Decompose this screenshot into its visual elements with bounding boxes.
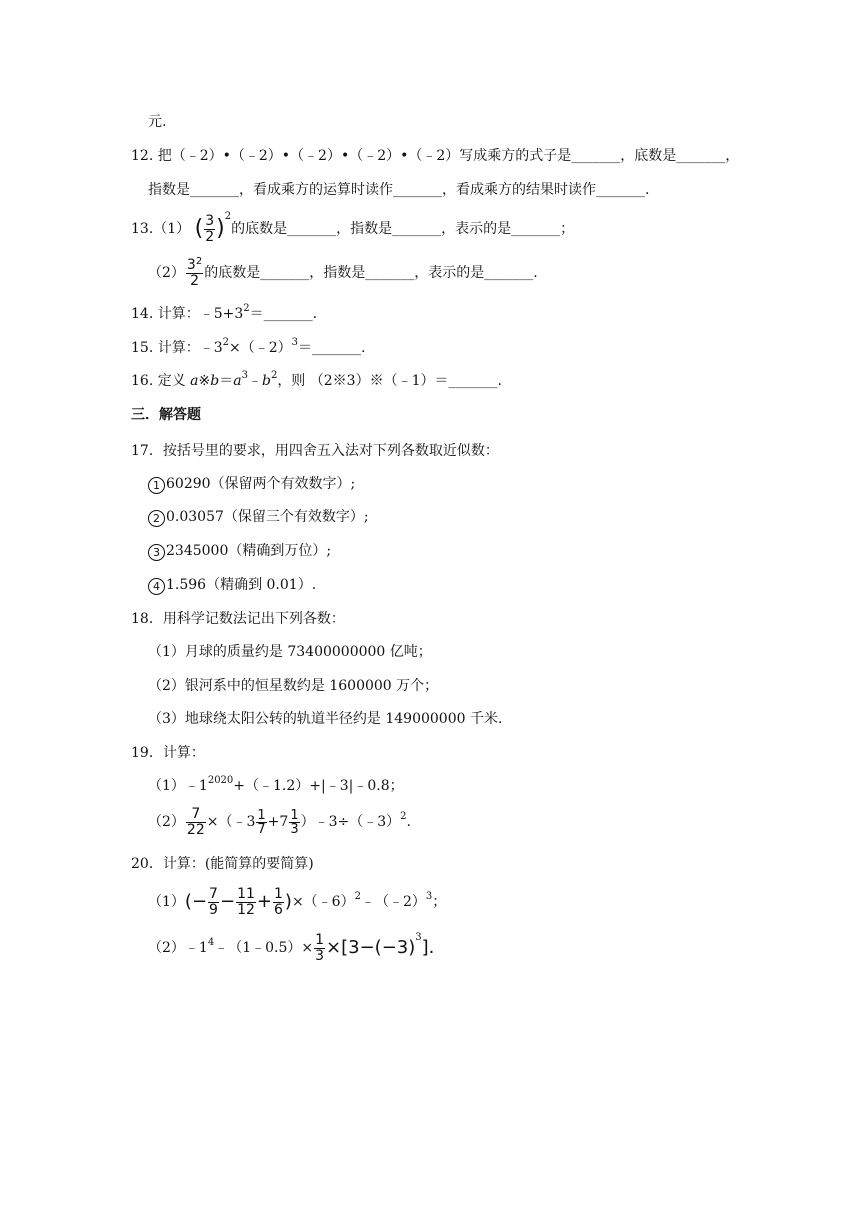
q15-exponent2: 3 (291, 337, 299, 348)
q16-minus: ﹣ (247, 373, 262, 389)
q20-p2-mid: ﹣（1﹣0.5）× (214, 940, 314, 956)
q19-fraction-2 (256, 809, 266, 836)
q20-part2 (148, 930, 434, 966)
q17-item-text: 1.596（精确到 0.01）. (166, 577, 317, 593)
q19-part2 (148, 804, 411, 840)
q20-p1-end: ； (432, 894, 447, 910)
q11-tail: 元. (148, 114, 167, 130)
q19-fraction-1 (186, 807, 206, 838)
q19-p2-mid: ×（﹣3 (206, 814, 256, 830)
q18-item-2: （2）银河系中的恒星数约是 1600000 万个； (148, 678, 439, 694)
q18-item-1: （1）月球的质量约是 73400000000 亿吨； (148, 644, 432, 660)
q14-answer-blank: ＝_______. (249, 306, 318, 322)
fraction-numerator: 1 (273, 885, 283, 902)
q20-p2-text: （2）﹣1 (148, 940, 208, 956)
q16-eq: ＝ (219, 373, 234, 389)
q13-p1-paren-close: ) (216, 216, 225, 241)
q20-p1-exponent: 2 (354, 891, 361, 902)
q17-item-1 (148, 474, 355, 494)
q15-text: 15. 计算：﹣3 (131, 340, 223, 356)
fraction-numerator: 1 (315, 931, 325, 948)
fraction-numerator: $3^2$ (186, 255, 203, 273)
q19-p2-end: . (406, 814, 411, 830)
fraction-denominator: 22 (186, 821, 205, 838)
fraction-denominator: 2 (205, 228, 215, 245)
q16-text: 16. 定义 (131, 373, 191, 389)
section-heading: 三．解答题 (131, 407, 201, 423)
q19-p1-text: （1）﹣1 (148, 778, 208, 794)
q15-exponent: 2 (222, 337, 229, 348)
q20-p2-exponent: 4 (207, 937, 215, 948)
q16-exp2: 2 (270, 370, 278, 381)
q13-p1-label: （1） (153, 221, 191, 237)
q19-part1 (148, 776, 404, 796)
q20-p1-exponent2: 3 (425, 891, 433, 902)
q16-var-a: a (190, 373, 199, 389)
circled-number-icon: 1 (148, 477, 165, 494)
q16-var-b2: b (261, 373, 271, 389)
q13-p2-fraction (186, 255, 203, 289)
fraction-numerator: 3 (205, 212, 215, 229)
q17-item-text: 0.03057（保留三个有效数字）; (166, 509, 369, 525)
q19-title: 19．计算： (131, 745, 205, 761)
fraction-numerator: 7 (209, 885, 218, 902)
q17-title: 17．按括号里的要求，用四舍五入法对下列各数取近似数： (131, 443, 499, 459)
q20-p1-paren-close: ) (284, 891, 292, 912)
q20-p2-exponent2: 3 (415, 932, 422, 943)
fraction-numerator: 1 (290, 807, 299, 823)
q19-p1-text-tail: +（﹣1.2）+|﹣3|﹣0.8； (233, 778, 404, 794)
q19-p2-exponent: 2 (400, 811, 407, 822)
q13-number: 13. (131, 221, 154, 237)
fraction-denominator: 6 (273, 901, 283, 918)
q15 (131, 338, 365, 358)
q16-op: ※ (198, 373, 211, 389)
circled-number-icon: 3 (148, 544, 165, 561)
q17-item-2 (148, 507, 369, 527)
fraction-numerator: 1 (257, 807, 266, 823)
fraction-denominator: 7 (257, 821, 266, 837)
circled-number-icon: 2 (148, 510, 165, 527)
q13-p1-paren-open: ( (194, 216, 204, 241)
q13-part1 (131, 212, 574, 246)
q17-item-text: 2345000（精确到万位）; (166, 543, 332, 559)
q17-item-3 (148, 541, 331, 561)
circled-number-icon: 4 (148, 578, 165, 595)
q19-p2-plus: +7 (267, 814, 289, 830)
fraction-numerator: 11 (237, 885, 255, 902)
q20-fraction-4 (314, 933, 325, 964)
q20-fraction-1 (208, 887, 219, 918)
q16-var-b: b (210, 373, 220, 389)
q20-fraction-3 (273, 887, 284, 918)
q15-text-mid: ×（﹣2） (229, 340, 292, 356)
q20-p2-bracket: ×[3−(−3) (326, 937, 416, 958)
q20-title: 20．计算：(能简算的要简算) (131, 856, 314, 872)
q19-p1-exponent: 2020 (207, 775, 234, 786)
q20-part1 (148, 884, 446, 920)
q20-fraction-2 (236, 887, 256, 918)
q16-answer: ，则 （2※3）※（﹣1）＝_______. (277, 373, 502, 389)
q16 (131, 371, 502, 391)
q18-title: 18．用科学记数法记出下列各数： (131, 611, 345, 627)
q20-p2-end: ]. (421, 937, 435, 958)
q20-p1-minus: − (191, 891, 208, 912)
fraction-denominator: 3 (315, 947, 325, 964)
q13-p1-exponent: 2 (224, 211, 232, 222)
fraction-denominator: 2 (190, 272, 200, 289)
q13-part2 (148, 256, 538, 290)
q20-p1-post: ×（﹣6） (291, 894, 355, 910)
q14 (131, 304, 317, 324)
q12-line2: 指数是_______，看成乘方的运算时读作_______，看成乘方的结果时读作_______. (148, 182, 650, 198)
q20-p1-plus: + (256, 891, 272, 912)
q13-p2-label: （2） (148, 265, 185, 281)
q15-answer-blank: ＝_______. (298, 340, 366, 356)
q17-item-text: 60290（保留两个有效数字）; (166, 476, 356, 492)
q16-exp1: 3 (241, 370, 248, 381)
q20-p1-minus2: − (219, 891, 236, 912)
q14-text: 14. 计算：﹣5+3 (131, 306, 244, 322)
q13-p2-text: 的底数是_______，指数是_______，表示的是_______. (204, 265, 538, 281)
fraction-denominator: 3 (290, 821, 299, 837)
fraction-denominator: 9 (209, 901, 218, 918)
q20-p1-label: （1） (148, 894, 185, 910)
q13-p1-text: 的底数是_______，指数是_______，表示的是_______； (231, 221, 575, 237)
q19-p2-post: ）﹣3÷（﹣3） (300, 814, 401, 830)
q20-p1-paren-open: ( (184, 891, 192, 912)
q18-item-3: （3）地球绕太阳公转的轨道半径约是 149000000 千米. (148, 711, 503, 727)
q13-p1-fraction (204, 214, 215, 245)
q16-var-a2: a (233, 373, 242, 389)
fraction-numerator: 7 (186, 807, 206, 823)
q20-p1-mid: ﹣（﹣2） (360, 894, 426, 910)
q14-exponent: 2 (243, 303, 250, 314)
q19-fraction-3 (289, 809, 299, 836)
q17-item-4 (148, 575, 316, 595)
fraction-denominator: 12 (237, 901, 255, 918)
q12-line1: 12. 把（﹣2）•（﹣2）•（﹣2）•（﹣2）•（﹣2）写成乘方的式子是_______，底数是_______， (131, 148, 740, 164)
q19-p2-label: （2） (148, 814, 185, 830)
